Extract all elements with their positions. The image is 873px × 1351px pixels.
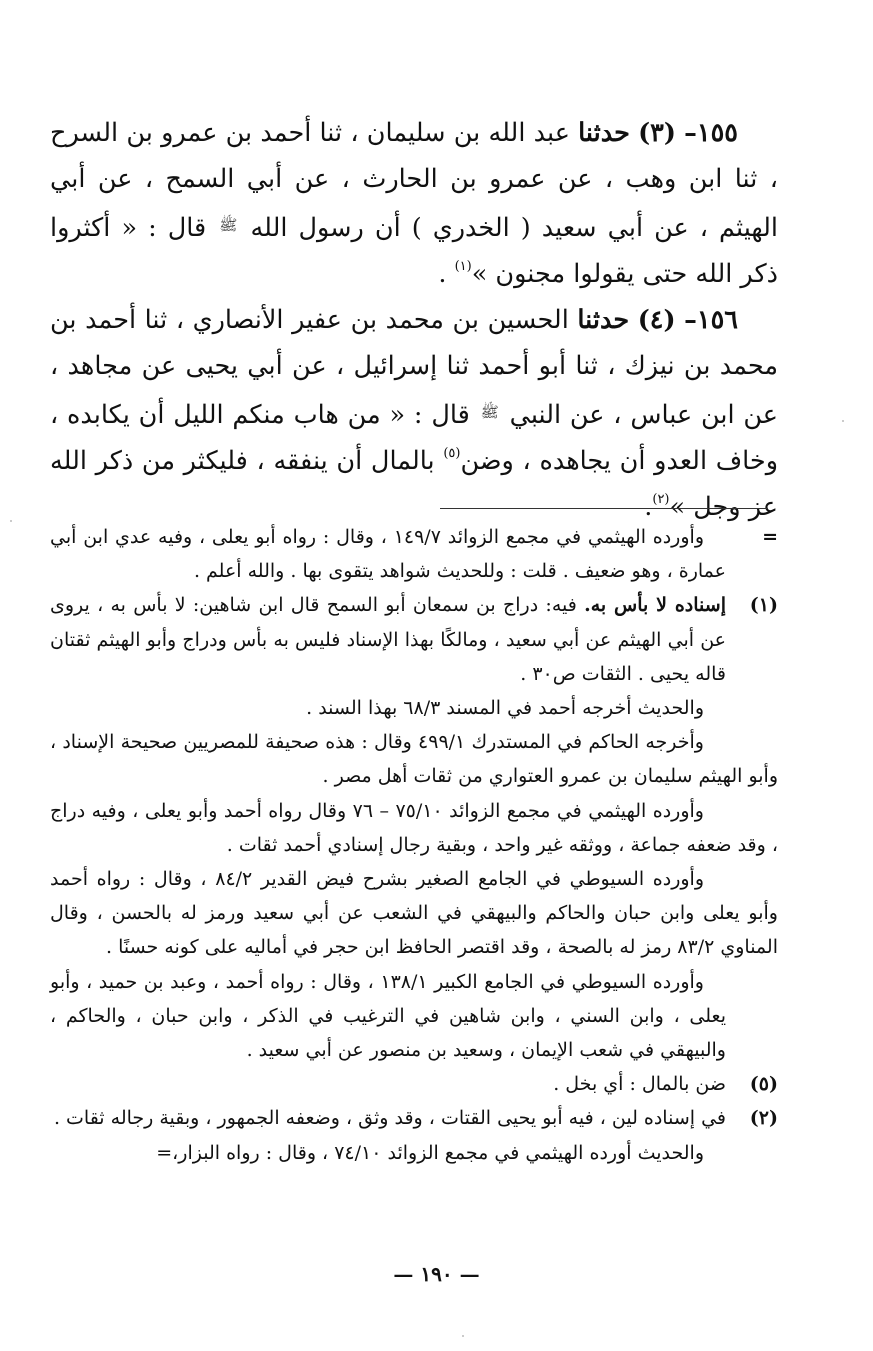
hadith-text: عبد الله بن سليمان ، ثنا أحمد بن عمرو بن السرح ، ثنا ابن وهب ، عن عمرو بن الحارث ، عن أبي السمح ، عن أبي الهيثم ، عن أبي سعيد ( الخدري ) أن رسول الله: [50, 118, 779, 243]
salla-glyph-icon: ﷺ: [480, 403, 499, 421]
hadith-end: .: [644, 492, 653, 522]
hadith-text: بالمال أن ينفقه ، فليكثر من ذكر الله عز وجل »: [50, 446, 778, 522]
footnote-paragraph: وأورده السيوطي في الجامع الصغير بشرح فيض القدير ٨٤/٢ ، وقال : رواه أحمد وأبو يعلى وابن حبان والحاكم والبيهقي في الشعب عن أبي سعيد ورمز له بالحسن ، وقال المناوي ٨٣/٢ رمز له بالصحة ، وقد اقتصر الحافظ ابن حجر في أماليه على كونه حسنًا .: [50, 868, 778, 959]
footnote-marker[interactable]: (٥): [443, 446, 461, 461]
salla-glyph-icon: ﷺ: [219, 216, 238, 234]
footnote-label: (٥): [749, 1073, 778, 1096]
footnote-paragraph: وأورده السيوطي في الجامع الكبير ١٣٨/١ ، وقال : رواه أحمد ، وعبد بن حميد ، وأبو يعلى ، وابن السني ، وابن شاهين في الترغيب في الذكر ، وابن حبان ، والحاكم ، والبيهقي في شعب الإيمان ، وسعيد بن منصور عن أبي سعيد .: [50, 970, 726, 1062]
page-body: [50, 110, 778, 530]
main-text: [50, 110, 778, 530]
footnote-label: (٢): [749, 1107, 778, 1130]
hadith-156: [50, 297, 778, 530]
footnote-paragraph: وأخرجه الحاكم في المستدرك ٤٩٩/١ وقال : هذه صحيفة للمصريين صحيحة الإسناد ، وأبو الهيثم سليمان بن عمرو العتواري من ثقات أهل مصر .: [50, 731, 778, 788]
footnote-divider: [440, 508, 768, 509]
hadith-text: قال : « أكثروا ذكر الله حتى يقولوا مجنون »: [50, 213, 778, 289]
footnote-paragraph: في إسناده لين ، فيه أبو يحيى القتات ، وقد وثق ، وضعفه الجمهور ، وبقية رجاله ثقات .: [53, 1107, 726, 1130]
footnote-paragraph: [50, 588, 726, 691]
footnote-1: [50, 588, 778, 1067]
scan-speck: [462, 1335, 464, 1337]
footnote-body: [50, 520, 726, 588]
footnote-label: =: [762, 526, 778, 548]
footnote-marker[interactable]: (١): [454, 259, 472, 274]
reference-number: (٤): [637, 305, 676, 335]
hadith-number: ١٥٥–: [684, 118, 738, 148]
scan-speck: [842, 420, 844, 422]
footnote-paragraph: وأورده الهيثمي في مجمع الزوائد ١٤٩/٧ ، وقال : رواه أبو يعلى ، وفيه عدي ابن أبي عمارة ، وهو ضعيف . قلت : وللحديث شواهد يتقوى بها . والله أعلم .: [50, 526, 726, 583]
hadith-end: .: [438, 259, 447, 289]
footnote-marker[interactable]: (٢): [652, 492, 670, 507]
footnote-2: [50, 1101, 778, 1169]
haddathana-word: حدثنا: [577, 305, 630, 335]
hadith-155: [50, 110, 778, 297]
footnote-body: [50, 1101, 726, 1169]
footnote-text: فيه: دراج بن سمعان أبو السمح قال ابن شاهين: لا بأس به ، يروى عن أبي الهيثم عن أبي سعيد ، ومالكًا بهذا الإسناد فليس به بأس ودراج وأبو الهيثم ثقتان قاله يحيى . الثقات ص٣٠ .: [50, 594, 726, 685]
footnote-continuation: [50, 520, 778, 588]
reference-number: (٣): [638, 118, 676, 148]
haddathana-word: حدثنا: [578, 118, 630, 148]
footnote-star: [50, 1067, 778, 1101]
grading-text: إسناده لا بأس به.: [584, 594, 726, 617]
footnotes-section: [50, 520, 778, 1170]
footnote-label: (١): [749, 594, 778, 617]
footnote-paragraph: والحديث أخرجه أحمد في المسند ٦٨/٣ بهذا السند .: [306, 697, 704, 720]
hadith-text: الحسين بن محمد بن عفير الأنصاري ، ثنا أحمد بن محمد بن نيزك ، ثنا أبو أحمد ثنا إسرائيل ، عن أبي يحيى عن مجاهد ، عن ابن عباس ، عن النبي: [50, 305, 778, 430]
footnote-paragraph: وأورده الهيثمي في مجمع الزوائد ٧٥/١٠ – ٧٦ وقال رواه أحمد وأبو يعلى ، وفيه دراج ، وقد ضعفه جماعة ، ووثقه غير واحد ، وبقية رجال إسنادي أحمد ثقات .: [50, 799, 778, 856]
scan-speck: [10, 520, 12, 522]
page-number: — ١٩٠ —: [393, 1262, 480, 1286]
footnote-paragraph: ضن بالمال : أي بخل .: [553, 1073, 726, 1096]
footnote-body: [50, 1067, 726, 1101]
hadith-text: قال : « من هاب منكم الليل أن يكابده ، وخاف العدو أن يجاهده ، وضن: [50, 400, 779, 476]
hadith-number: ١٥٦–: [684, 305, 738, 335]
footnote-body: [50, 588, 778, 1067]
footnote-paragraph: والحديث أورده الهيثمي في مجمع الزوائد ٧٤/١٠ ، وقال : رواه البزار،=: [156, 1141, 704, 1164]
